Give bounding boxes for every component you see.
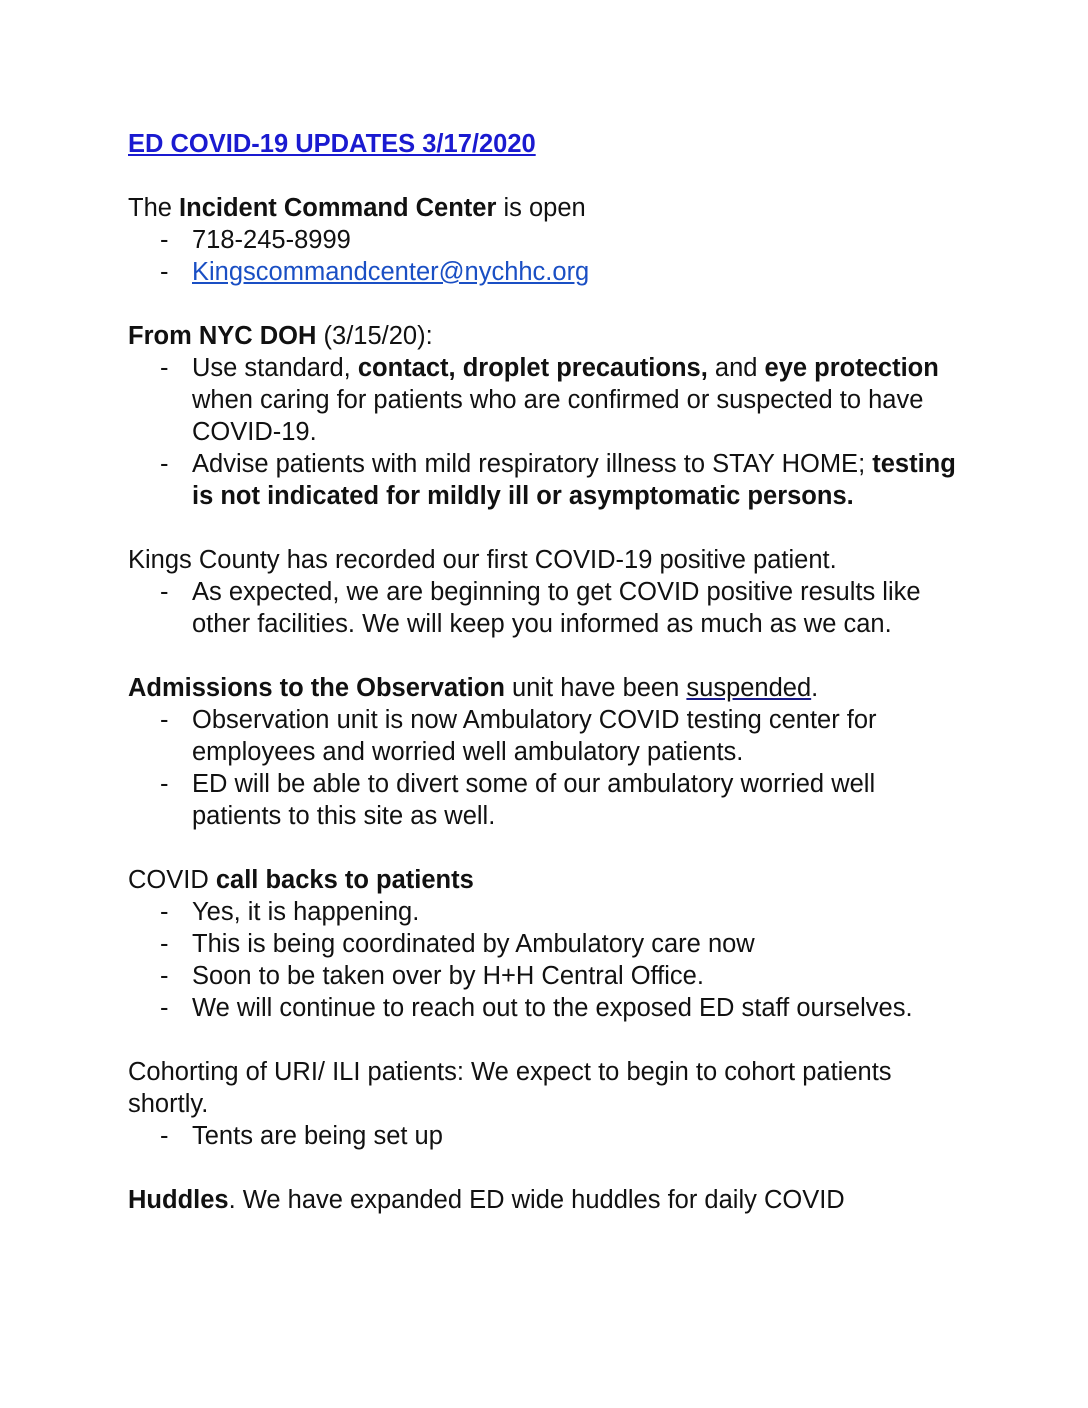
doh-item1-bold1: contact, droplet precautions, <box>357 354 708 382</box>
command-center-phone: - 718-245-8999 <box>192 224 968 256</box>
doh-item-precautions <box>192 352 968 448</box>
command-center-bold: Incident Command Center <box>179 194 497 222</box>
list-item: - Soon to be taken over by H+H Central Office. <box>192 960 968 992</box>
observation-section <box>128 672 968 832</box>
document-page <box>128 128 968 1248</box>
huddles-text <box>128 1184 968 1216</box>
doh-heading <box>128 320 968 352</box>
callbacks-heading <box>128 864 968 896</box>
kings-item: - As expected, we are beginning to get COVID positive results like other facilities. We will keep you informed as much as we can. <box>192 576 968 640</box>
callbacks-bold: call backs to patients <box>215 866 474 894</box>
observation-end: . <box>811 674 819 702</box>
observation-heading <box>128 672 968 704</box>
cohort-item: - Tents are being set up <box>192 1120 968 1152</box>
command-center-list <box>128 224 968 288</box>
command-center-email-link[interactable]: Kingscommandcenter@nychhc.org <box>192 258 590 286</box>
kings-text: Kings County has recorded our first COVID-19 positive patient. <box>128 546 837 574</box>
kings-section <box>128 544 968 640</box>
callbacks-pre: COVID <box>128 866 216 894</box>
callbacks-section <box>128 864 968 1024</box>
huddles-bold: Huddles <box>128 1186 229 1214</box>
doh-item-stay-home <box>192 448 968 512</box>
huddles-section <box>128 1184 968 1216</box>
doh-item1-text1: Use standard, <box>192 354 358 382</box>
observation-list <box>128 704 968 832</box>
cohort-list <box>128 1120 968 1152</box>
observation-item-divert: - ED will be able to divert some of our ambulatory worried well patients to this site as well. <box>192 768 968 832</box>
doh-section <box>128 320 968 512</box>
cohort-text: Cohorting of URI/ ILI patients: We expect to begin to cohort patients shortly. <box>128 1058 892 1118</box>
huddles-rest: . We have expanded ED wide huddles for daily COVID <box>228 1186 845 1214</box>
cohort-section <box>128 1056 968 1152</box>
observation-bold: Admissions to the Observation <box>128 674 505 702</box>
document-title[interactable]: ED COVID-19 UPDATES 3/17/2020 <box>128 130 536 158</box>
kings-list <box>128 576 968 640</box>
doh-list <box>128 352 968 512</box>
command-center-post: is open <box>496 194 586 222</box>
command-center-line <box>128 192 968 224</box>
doh-item2-text1: Advise patients with mild respiratory illness to STAY HOME; <box>192 450 873 478</box>
callbacks-list <box>128 896 968 1024</box>
doh-heading-bold: From NYC DOH <box>128 322 317 350</box>
doh-item2-bold1: testing is not indicated for mildly ill or asymptomatic persons. <box>192 450 956 510</box>
doh-item1-text3: when caring for patients who are confirmed or suspected to have COVID-19. <box>192 386 924 446</box>
list-item: - We will continue to reach out to the exposed ED staff ourselves. <box>192 992 968 1024</box>
command-center-section <box>128 192 968 288</box>
list-item: - This is being coordinated by Ambulatory care now <box>192 928 968 960</box>
doh-heading-date: (3/15/20): <box>316 322 433 350</box>
list-item: - Yes, it is happening. <box>192 896 968 928</box>
command-center-email-item <box>192 256 968 288</box>
doh-item1-text2: and <box>707 354 765 382</box>
observation-item-testing-center: - Observation unit is now Ambulatory COVID testing center for employees and worried well ambulatory patients. <box>192 704 968 768</box>
observation-mid: unit have been <box>504 674 687 702</box>
suspended-link[interactable]: suspended <box>686 674 812 702</box>
command-center-pre: The <box>128 194 180 222</box>
doh-item1-bold2: eye protection <box>764 354 939 382</box>
